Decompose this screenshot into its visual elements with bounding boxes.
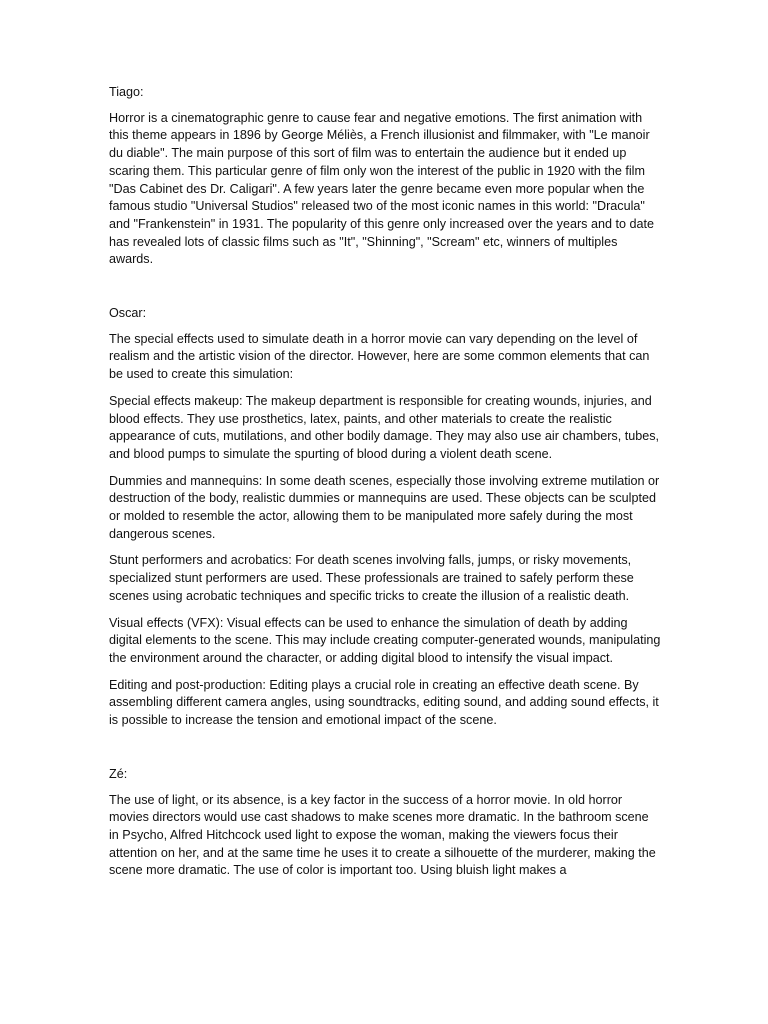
page-bottom-clip	[109, 792, 661, 898]
speaker-label: Tiago:	[109, 85, 144, 99]
paragraph: Special effects makeup: The makeup department is responsible for creating wounds, injuries, and blood effects. They use prosthetics, latex, paints, and other materials to create the realistic appearance of cuts, mutilations, and other bodily damage. They may also use air chambers, tubes, and blood pumps to simulate the spurting of blood during a violent death scene.	[109, 393, 659, 461]
section-tiago	[109, 84, 661, 269]
speaker-label: Oscar:	[109, 306, 147, 321]
paragraph: Editing and post-production: Editing plays a crucial role in creating an effective death scene. By assembling different camera angles, using soundtracks, editing sound, and adding sound effects, it is possible to increase the tension and emotional impact of the scene.	[109, 677, 659, 728]
paragraph: Visual effects (VFX): Visual effects can be used to enhance the simulation of death by adding digital elements to the scene. This may include creating computer-generated wounds, manipulating the environment around the character, or adding digital blood to intensify the visual impact.	[109, 615, 661, 665]
document-page	[109, 84, 661, 898]
paragraph: The special effects used to simulate death in a horror movie can vary depending on the level of realism and the artistic vision of the director. However, here are some common elements that can be used to create this simulation:	[109, 331, 650, 382]
section-spacer	[109, 278, 661, 305]
paragraph: Dummies and mannequins: In some death scenes, especially those involving extreme mutilation or destruction of the body, realistic dummies or mannequins are used. These objects can be sculpted or molded to resemble the actor, allowing them to be manipulated more safely during the most dangerous scenes.	[109, 473, 660, 541]
section-oscar	[109, 305, 661, 730]
paragraph: The use of light, or its absence, is a key factor in the success of a horror movie. In old horror movies directors would use cast shadows to make scenes more dramatic. In the bathroom scene in Psycho, Alfred Hitchcock used light to expose the woman, making the viewers focus their attention on her, and at the same time he uses it to create a silhouette of the murderer, making the scene more dramatic. The use of color is important too. Using bluish light makes a	[109, 792, 656, 878]
section-spacer	[109, 739, 661, 766]
paragraph: Stunt performers and acrobatics: For death scenes involving falls, jumps, or risky movements, specialized stunt performers are used. These professionals are trained to safely perform these scenes using acrobatic techniques and specific tricks to create the illusion of a realistic death.	[109, 553, 634, 603]
speaker-label: Zé:	[109, 766, 128, 781]
paragraph: Horror is a cinematographic genre to cause fear and negative emotions. The first animation with this theme appears in 1896 by George Méliès, a French illusionist and filmmaker, with "Le manoir du diable". The main purpose of this sort of film was to entertain the audience but it ended up scaring them. This particular genre of film only won the interest of the public in 1920 with the film "Das Cabinet des Dr. Caligari". A few years later the genre became even more popular when the famous studio "Universal Studios" released two of the most iconic names in this world: "Dracula" and "Frankenstein" in 1931. The popularity of this genre only increased over the years and to date has revealed lots of classic films such as "It", "Shinning", "Scream" etc, winners of multiples awards.	[109, 110, 654, 267]
section-ze	[109, 766, 661, 898]
